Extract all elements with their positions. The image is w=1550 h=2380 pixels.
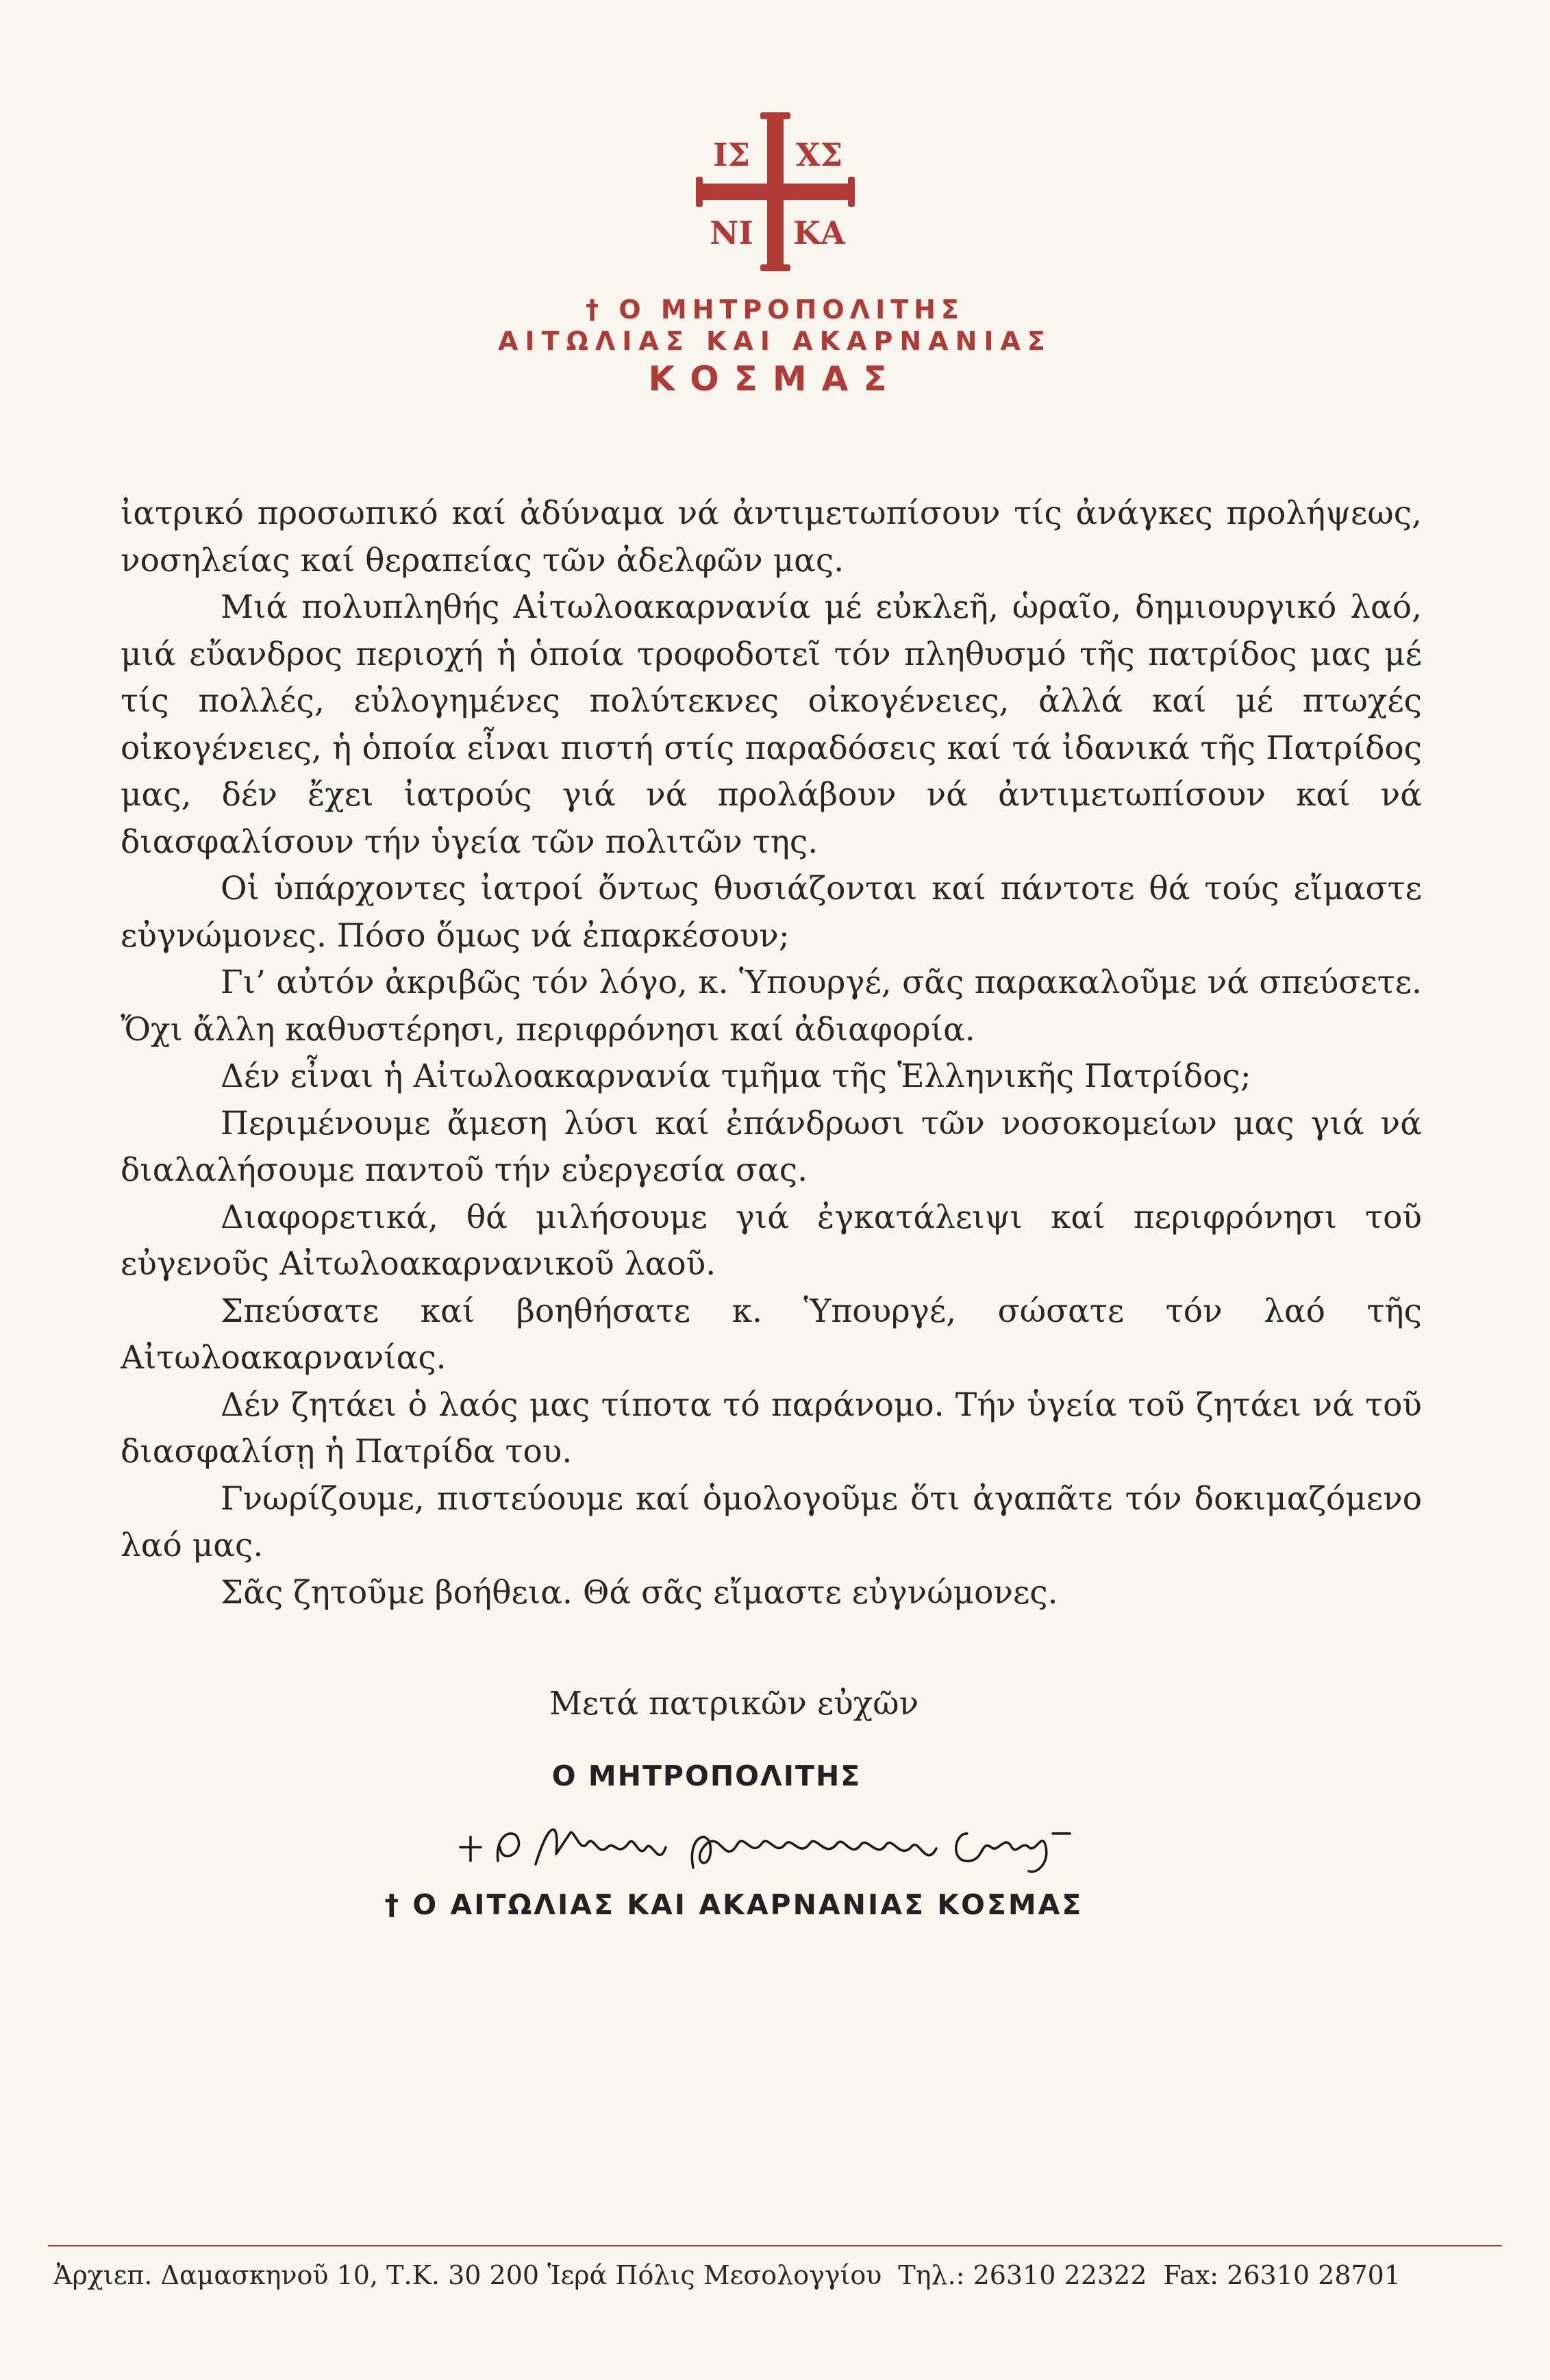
emblem-letters-tl: ΙΣ xyxy=(712,136,750,173)
cross-emblem-icon xyxy=(693,110,858,274)
handwritten-signature xyxy=(433,1806,1118,1881)
emblem-letters-bl: ΝΙ xyxy=(709,214,753,251)
footer-fax: Fax: 26310 28701 xyxy=(1163,2260,1401,2290)
emblem-letters-tr: ΧΣ xyxy=(795,136,842,173)
letterhead xyxy=(0,110,1550,399)
footer xyxy=(53,2260,1502,2290)
footer-divider xyxy=(48,2245,1502,2246)
paragraph: Σᾶς ζητοῦμε βοήθεια. Θά σᾶς εἴμαστε εὐγνώμονες. xyxy=(221,1573,1058,1612)
paragraph: Περιμένουμε ἄμεση λύσι καί ἐπάνδρωσι τῶν νοσοκομείων μας γιά νά διαλαλήσουμε παντοῦ τήν εὐεργεσία σας. xyxy=(121,1104,1422,1189)
closing-block xyxy=(0,1685,1550,1921)
paragraph: Γνωρίζουμε, πιστεύουμε καί ὁμολογοῦμε ὅτι ἀγαπᾶτε τόν δοκιμαζόμενο λαό μας. xyxy=(121,1479,1422,1564)
salutation: Μετά πατρικῶν εὐχῶν xyxy=(549,1685,919,1723)
paragraph: Σπεύσατε καί βοηθήσατε κ. Ὑπουργέ, σώσατε τόν λαό τῆς Αἰτωλοακαρνανίας. xyxy=(121,1292,1422,1377)
emblem-letters-br: ΚΑ xyxy=(792,214,845,251)
letter-body xyxy=(121,490,1422,1616)
letterhead-line-2: ΑΙΤΩΛΙΑΣ ΚΑΙ ΑΚΑΡΝΑΝΙΑΣ xyxy=(498,325,1052,356)
paragraph: Δέν ζητάει ὁ λαός μας τίποτα τό παράνομο. Τήν ὑγεία τοῦ ζητάει νά τοῦ διασφαλίσῃ ἡ Πατρίδα του. xyxy=(121,1386,1422,1470)
footer-phone: Τηλ.: 26310 22322 xyxy=(898,2260,1147,2290)
letterhead-line-3: ΚΟΣΜΑΣ xyxy=(648,359,902,399)
paragraph: Μιά πολυπληθής Αἰτωλοακαρνανία μέ εὐκλεῆ, ὡραῖο, δημιουργικό λαό, μιά εὔανδρος περιοχή ἡ ὁποία τροφοδοτεῖ τόν πληθυσμό τῆς πατρίδος μας μέ τίς πολλές, εὐλογημένες πολύτεκνες οἰκογένειες, ἀλλά καί μέ πτωχές οἰκογένειες, ἡ ὁποία εἶναι πιστή στίς παραδόσεις καί τά ἰδανικά τῆς Πατρίδος μας, δέν ἔχει ἰατρούς γιά νά προλάβουν νά ἀντιμετωπίσουν καί νά διασφαλίσουν τήν ὑγεία τῶν πολιτῶν της. xyxy=(121,588,1422,861)
paragraph: Δέν εἶναι ἡ Αἰτωλοακαρνανία τμῆμα τῆς Ἑλληνικῆς Πατρίδος; xyxy=(221,1057,1251,1095)
signatory-title: Ο ΜΗΤΡΟΠΟΛΙΤΗΣ xyxy=(551,1759,862,1792)
footer-address: Ἀρχιεπ. Δαμασκηνοῦ 10, Τ.Κ. 30 200 Ἱερά Πόλις Μεσολογγίου xyxy=(53,2260,882,2290)
paragraph: Γι’ αὐτόν ἀκριβῶς τόν λόγο, κ. Ὑπουργέ, σᾶς παρακαλοῦμε νά σπεύσετε. Ὄχι ἄλλη καθυστέρησι, περιφρόνησι καί ἀδιαφορία. xyxy=(121,964,1422,1049)
signatory-name: † Ο ΑΙΤΩΛΙΑΣ ΚΑΙ ΑΚΑΡΝΑΝΙΑΣ ΚΟΣΜΑΣ xyxy=(384,1888,1084,1921)
letterhead-line-1: † Ο ΜΗΤΡΟΠΟΛΙΤΗΣ xyxy=(586,295,964,325)
paragraph: Διαφορετικά, θά μιλήσουμε γιά ἐγκατάλειψι καί περιφρόνησι τοῦ εὐγενοῦς Αἰτωλοακαρνανικοῦ λαοῦ. xyxy=(121,1198,1422,1283)
paragraph: ἰατρικό προσωπικό καί ἀδύναμα νά ἀντιμετωπίσουν τίς ἀνάγκες προλήψεως, νοσηλείας καί θεραπείας τῶν ἀδελφῶν μας. xyxy=(121,494,1422,579)
paragraph: Οἱ ὑπάρχοντες ἰατροί ὄντως θυσιάζονται καί πάντοτε θά τούς εἴμαστε εὐγνώμονες. Πόσο ὅμως νά ἐπαρκέσουν; xyxy=(121,870,1422,955)
